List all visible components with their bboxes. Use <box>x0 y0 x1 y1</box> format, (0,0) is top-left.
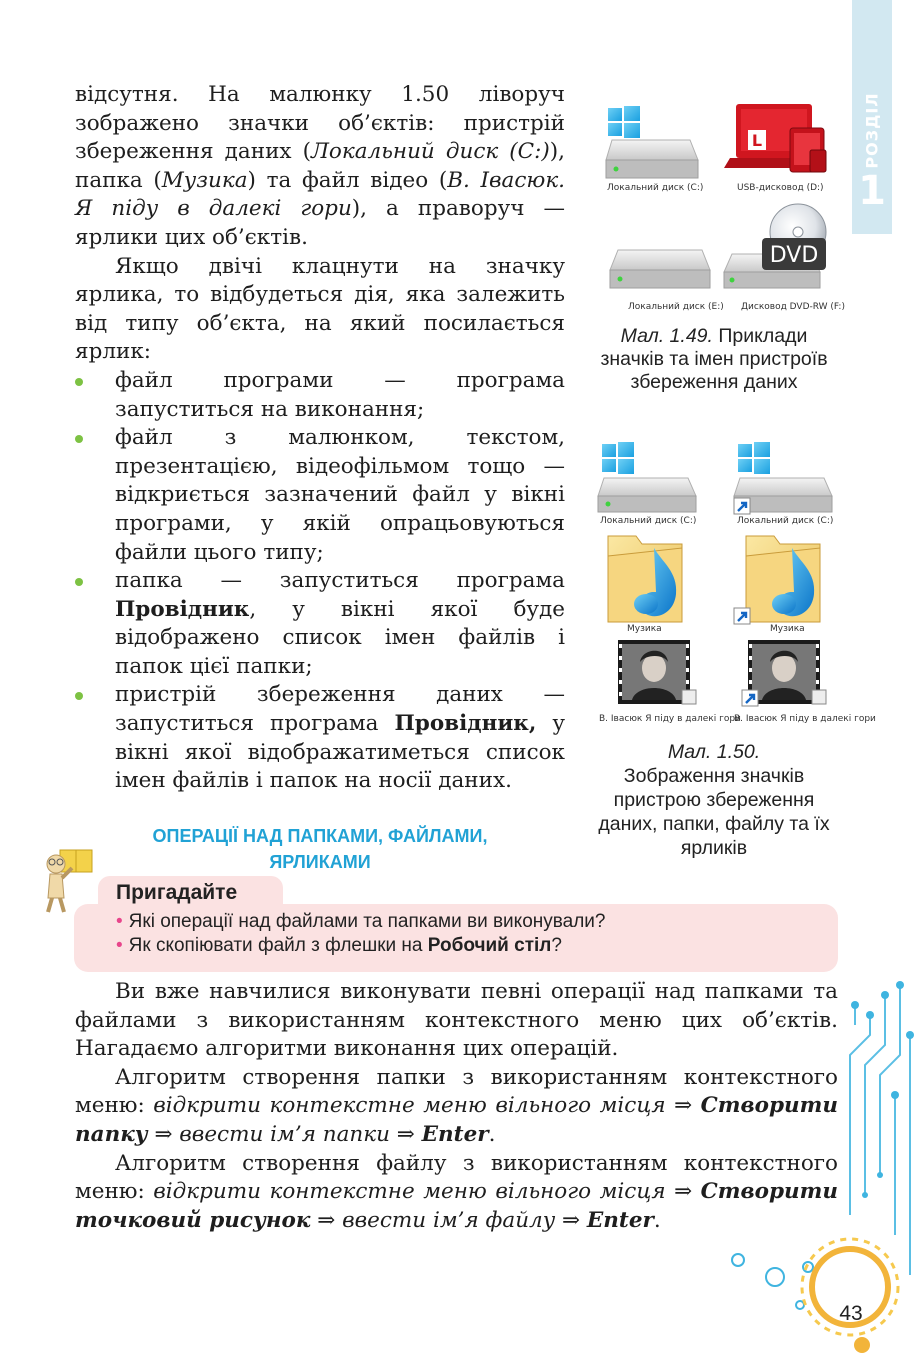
circuit-decoration <box>700 975 918 1360</box>
label-music-left: Музика <box>627 624 662 634</box>
caption-figure-1-49: Мал. 1.49. Приклади значків та імен пристроїв збереження даних <box>600 325 828 393</box>
bullet-dot-icon <box>75 578 83 586</box>
remember-title: Пригадайте <box>116 881 238 904</box>
section-heading: ОПЕРАЦІЇ НАД ПАПКАМИ, ФАЙЛАМИ, ЯРЛИКАМИ <box>152 826 488 872</box>
chapter-label: РОЗДІЛ <box>862 91 882 169</box>
paragraph: Алгоритм створення файлу з використанням контекстного меню: відкрити контекстне меню вільного місця ⇒ Створити точковий рисунок ⇒ ввести ім’я файлу ⇒ Enter. <box>75 1150 839 1233</box>
label-music-right: Музика <box>770 624 805 634</box>
label-video-right: В. Івасюк Я піду в далекі гори <box>734 714 876 724</box>
video-file-shortcut-icon <box>742 640 826 706</box>
windows-logo-icon <box>608 106 640 138</box>
usb-letter: L <box>751 131 763 150</box>
caption-figure-1-50: Мал. 1.50. Зображення значків пристрою збереження даних, папки, файлу та їх ярликів <box>598 741 830 859</box>
bullet-dot-icon: • <box>116 911 123 932</box>
paragraph: Якщо двічі клацнути на значку ярлика, то відбудеться дія, яка залежить від типу об’єкта, на який посилається ярлик: <box>75 253 565 365</box>
shortcut-arrow-icon <box>734 498 750 514</box>
figure-1-50 <box>596 436 836 726</box>
paragraph: відсутня. На малюнку 1.50 ліворуч зображено значки об’єктів: пристрій збереження даних (Локальний диск (С:)), папка (Музика) та файл відео (В. Івасюк. Я піду в далекі гори), а праворуч — ярлики цих об’єктів. <box>75 82 565 250</box>
music-folder-shortcut-icon <box>734 536 820 624</box>
local-disk-icon <box>606 106 698 178</box>
list-item: папка — запуститься програма Провідник, у вікні якої буде відображено список імен файлів і папок цієї папки; <box>75 567 565 681</box>
remember-item: • Як скопіювати файл з флешки на Робочий стіл? <box>116 935 562 956</box>
shortcut-arrow-icon <box>742 690 758 706</box>
list-item: пристрій збереження даних — запуститься програма Провідник, у вікні якої відображатиметься список імен файлів і папок на носії даних. <box>75 681 565 795</box>
label-dvd-drive: Дисковод DVD-RW (F:) <box>741 302 845 312</box>
paragraph: Ви вже навчилися виконувати певні операції над папками та файлами з використанням контекстного меню цих об’єктів. Нагадаємо алгоритми виконання цих операцій. <box>75 979 838 1062</box>
windows-logo-icon <box>602 442 634 474</box>
label-local-disk-c: Локальний диск (C:) <box>607 183 704 193</box>
video-file-icon <box>618 640 696 704</box>
remember-item: • Які операції над файлами та папками ви виконували? <box>116 911 606 932</box>
paragraph: Алгоритм створення папки з використанням контекстного меню: відкрити контекстне меню вільного місця ⇒ Створити папку ⇒ ввести ім’я папки ⇒ Enter. <box>75 1064 839 1147</box>
local-disk-icon <box>598 442 696 512</box>
bullet-dot-icon <box>75 435 83 443</box>
windows-logo-icon <box>738 442 770 474</box>
label-disk-left: Локальний диск (C:) <box>600 516 697 526</box>
figure-1-49 <box>598 98 830 320</box>
label-disk-right: Локальний диск (C:) <box>737 516 834 526</box>
label-usb-drive: USB-дисковод (D:) <box>737 183 824 193</box>
usb-drive-icon <box>724 104 826 172</box>
page-number: 43 <box>839 1302 863 1325</box>
bullet-dot-icon <box>75 692 83 700</box>
local-disk-icon <box>610 250 710 288</box>
bullet-dot-icon: • <box>116 935 123 956</box>
bullet-dot-icon <box>75 378 83 386</box>
dvd-drive-icon <box>724 204 826 288</box>
chapter-number: 1 <box>858 168 886 214</box>
bullet-list <box>75 367 565 796</box>
body-text-top <box>75 81 565 796</box>
label-video-left: В. Івасюк Я піду в далекі гори <box>599 714 741 724</box>
dvd-text: DVD <box>769 243 819 268</box>
music-folder-icon <box>608 536 682 622</box>
list-item: файл програми — програма запуститься на виконання; <box>75 367 565 424</box>
shortcut-arrow-icon <box>734 608 750 624</box>
list-item: файл з малюнком, текстом, презентацією, відеофільмом тощо — відкриється зазначений файл у вікні програми, у якій опрацьовуються файли цього типу; <box>75 424 565 567</box>
label-local-disk-e: Локальний диск (E:) <box>628 302 724 312</box>
local-disk-shortcut-icon <box>734 442 832 514</box>
